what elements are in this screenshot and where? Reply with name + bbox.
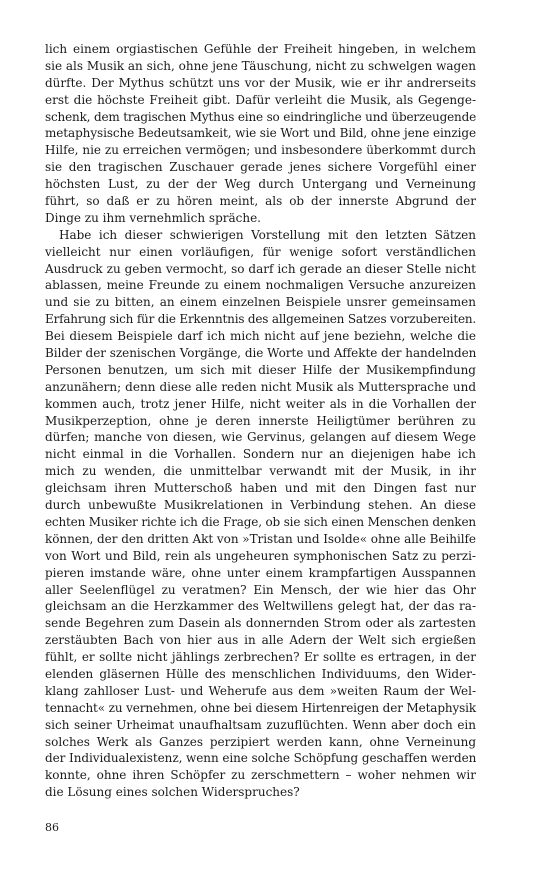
text-line: dürfen; manche von diesen, wie Gervinus, gelangen auf diesem Wege (45, 430, 476, 445)
paragraph (45, 227, 476, 801)
text-line: und sie zu bitten, an einem einzelnen Beispiele unsrer gemeinsamen (45, 295, 476, 310)
text-line: Ausdruck zu geben vermocht, so darf ich gerade an dieser Stelle nicht (45, 261, 476, 276)
text-line: gleichsam an die Herzkammer des Weltwillens gelegt hat, der das ra- (45, 599, 476, 614)
text-line: sich seiner Urheimat unaufhaltsam zuzuflüchten. Wenn aber doch ein (45, 717, 476, 732)
text-line: anzunähern; denn diese alle reden nicht Musik als Muttersprache und (45, 379, 476, 394)
text-line: lich einem orgiastischen Gefühle der Freiheit hingeben, in welchem (45, 42, 476, 56)
text-line: höchsten Lust, zu der der Weg durch Untergang und Verneinung (45, 177, 476, 192)
text-line: schenk, dem tragischen Mythus eine so eindringliche und überzeugende (45, 109, 477, 124)
text-line: Bei diesem Beispiele darf ich mich nicht auf jene beziehn, welche die (45, 329, 476, 344)
text-line: aller Seelenflügel zu veratmen? Ein Mensch, der wie hier das Ohr (45, 582, 476, 597)
text-line: metaphysische Bedeutsamkeit, wie sie Wort und Bild, ohne jene einzige (45, 126, 476, 141)
text-line: kommen auch, trotz jener Hilfe, nicht weiter als in die Vorhallen der (45, 396, 476, 411)
text-line: Hilfe, nie zu erreichen vermögen; und insbesondere überkommt durch (45, 143, 476, 158)
text-line: solches Werk als Ganzes perzipiert werden kann, ohne Verneinung (45, 734, 476, 749)
paragraph (45, 41, 476, 227)
text-line: Personen benutzen, um sich mit dieser Hilfe der Musikempfindung (45, 362, 476, 377)
text-line: der Individualexistenz, wenn eine solche Schöpfung geschaffen werden (45, 751, 477, 766)
text-line: konnte, ohne ihren Schöpfer zu zerschmettern – woher nehmen wir (45, 768, 476, 783)
text-line: Habe ich dieser schwierigen Vorstellung mit den letzten Sätzen (59, 227, 476, 242)
text-line: können, der den dritten Akt von »Tristan und Isolde« ohne alle Beihilfe (45, 531, 476, 546)
text-line: Bilder der szenischen Vorgänge, die Worte und Affekte der handelnden (45, 346, 477, 361)
page-number: 86 (45, 821, 59, 834)
text-line: dürfte. Der Mythus schützt uns vor der Musik, wie er ihr andrerseits (45, 75, 476, 90)
text-line: vielleicht nur einen vorläufigen, für wenige sofort verständlichen (45, 244, 476, 259)
text-line: erst die höchste Freiheit gibt. Dafür verleiht die Musik, als Gegenge- (45, 92, 476, 107)
text-line: sie den tragischen Zuschauer gerade jenes sichere Vorgefühl einer (45, 160, 476, 175)
text-line: tennacht« zu vernehmen, ohne bei diesem Hirtenreigen der Metaphysik (45, 700, 476, 715)
text-line: pieren imstande wäre, ohne unter einem krampfartigen Ausspannen (45, 565, 476, 580)
text-line: mich zu wenden, die unmittelbar verwandt mit der Musik, in ihr (45, 464, 476, 479)
text-line: klang zahlloser Lust- und Weherufe aus dem »weiten Raum der Wel- (45, 683, 476, 698)
text-line: Dinge zu ihm vernehmlich spräche. (45, 210, 261, 225)
text-line: fühlt, er sollte nicht jählings zerbrechen? Er sollte es ertragen, in der (45, 650, 476, 665)
text-line: sende Begehren zum Dasein als donnernden Strom oder als zartesten (45, 616, 476, 631)
text-line: Musikperzeption, ohne je deren innerste Heiligtümer berühren zu (45, 413, 476, 428)
text-line: die Lösung eines solchen Widerspruches? (45, 785, 300, 800)
body-text (45, 41, 476, 801)
text-line: zerstäubten Bach von hier aus in alle Adern der Welt sich ergießen (45, 633, 476, 648)
text-line: elenden gläsernen Hülle des menschlichen Individuums, den Wider- (45, 666, 476, 681)
text-line: von Wort und Bild, rein als ungeheuren symphonischen Satz zu perzi- (45, 548, 476, 563)
text-line: nicht einmal in die Vorhallen. Sondern nur an diejenigen habe ich (45, 447, 476, 462)
text-line: ablassen, meine Freunde zu einem nochmaligen Versuche anzureizen (45, 278, 476, 293)
text-line: Erfahrung sich für die Erkenntnis des allgemeinen Satzes vorzubereiten. (45, 312, 476, 327)
text-line: sie als Musik an sich, ohne jene Täuschung, nicht zu schwelgen wagen (45, 58, 476, 73)
text-line: gleichsam ihren Mutterschoß haben und mit den Dingen fast nur (45, 481, 476, 496)
text-line: führt, so daß er zu hören meint, als ob der innerste Abgrund der (45, 194, 476, 209)
text-line: echten Musiker richte ich die Frage, ob sie sich einen Menschen denken (45, 514, 476, 529)
text-line: durch unbewußte Musikrelationen in Verbindung stehen. An diese (45, 498, 476, 513)
